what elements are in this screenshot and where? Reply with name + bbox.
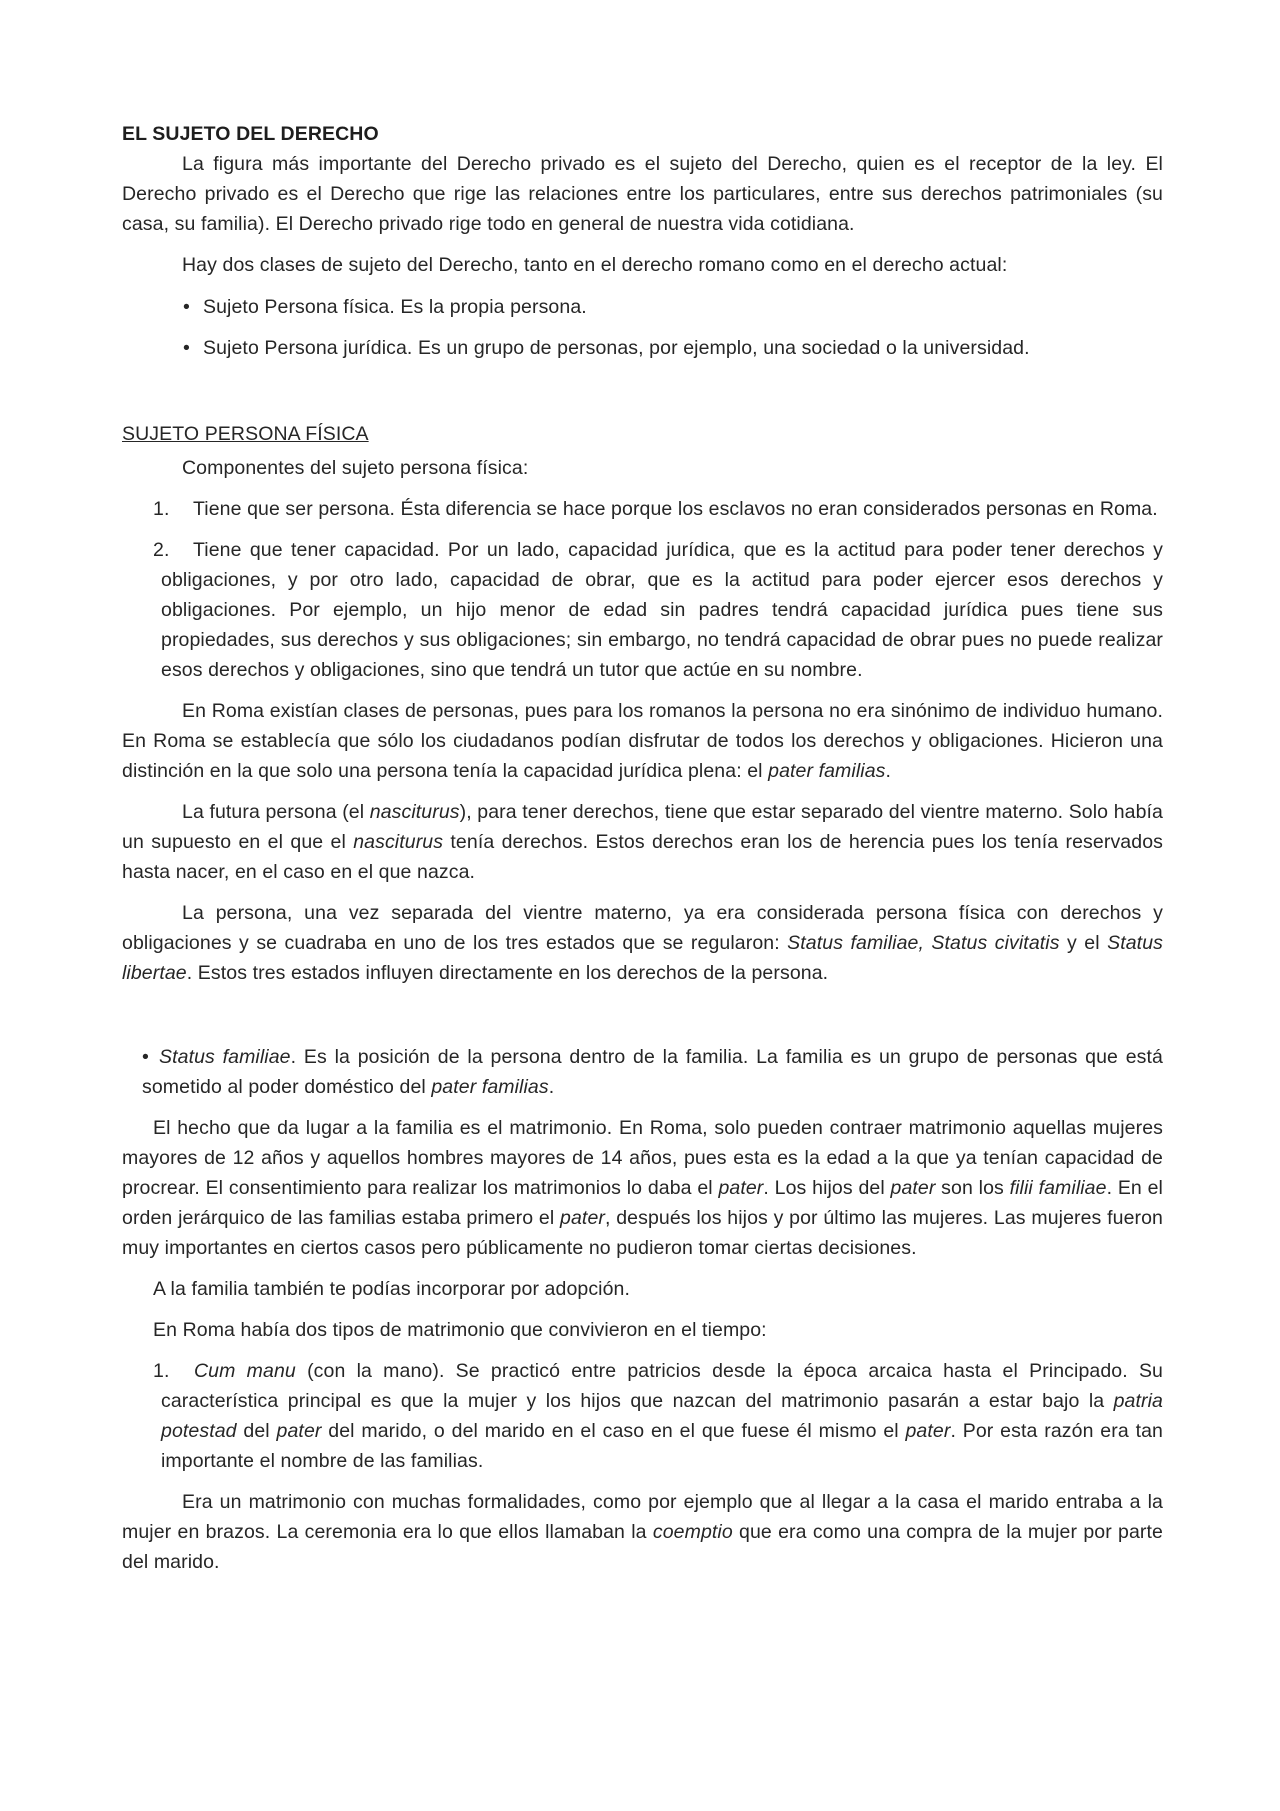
paragraph-roma-classes: En Roma existían clases de personas, pues para los romanos la persona no era sinónimo de individuo humano. En Roma se establecía que sólo los ciudadanos podían disfrutar de todos los derechos y obligaciones. Hicieron una distinción en la que solo una persona tenía la capacidad jurídica plena: el pater familias. (122, 700, 1163, 782)
paragraph-nasciturus: La futura persona (el nasciturus), para tener derechos, tiene que estar separado del vientre materno. Solo había un supuesto en el que el nasciturus tenía derechos. Estos derechos eran los de herencia pues los tenía reservados hasta nacer, en el caso en el que nazca. (122, 801, 1163, 883)
list-item: 1. Tiene que ser persona. Ésta diferencia se hace porque los esclavos no eran considerados personas en Roma. (153, 498, 1158, 520)
paragraph-coemptio: Era un matrimonio con muchas formalidades, como por ejemplo que al llegar a la casa el marido entraba a la mujer en brazos. La ceremonia era lo que ellos llamaban la coemptio que era como una compra de la mujer por parte del marido. (122, 1491, 1163, 1573)
cum-manu-item: 1. Cum manu (con la mano). Se practicó entre patricios desde la época arcaica hasta el Principado. Su característica principal es que la mujer y los hijos que nazcan del matrimonio pasarán a estar bajo la patria potestad del pater del marido, o del marido en el caso en el que fuese él mismo el pater. Por esta razón era tan importante el nombre de las familias. (153, 1360, 1163, 1472)
list-item: 2. Tiene que tener capacidad. Por un lado, capacidad jurídica, que es la actitud para poder tener derechos y obligaciones, y por otro lado, capacidad de obrar, que es la actitud para poder ejercer esos derechos y obligaciones. Por ejemplo, un hijo menor de edad sin padres tendrá capacidad jurídica pues tiene sus propiedades, sus derechos y sus obligaciones; sin embargo, no tendrá capacidad de obrar pues no puede realizar esos derechos y obligaciones, sino que tendrá un tutor que actúe en su nombre. (153, 539, 1163, 681)
paragraph-matrimonio: El hecho que da lugar a la familia es el matrimonio. En Roma, solo pueden contraer matrimonio aquellas mujeres mayores de 12 años y aquellos hombres mayores de 14 años, pues esta es la edad a la que ya tenían capacidad de procrear. El consentimiento para realizar los matrimonios lo daba el pater. Los hijos del pater son los filii familiae. En el orden jerárquico de las familias estaba primero el pater, después los hijos y por último las mujeres. Las mujeres fueron muy importantes en ciertos casos pero públicamente no pudieron tomar ciertas decisiones. (122, 1117, 1164, 1259)
bullet-icon: • (183, 337, 190, 359)
page-title: EL SUJETO DEL DERECHO (122, 123, 379, 145)
paragraph-classes: Hay dos clases de sujeto del Derecho, tanto en el derecho romano como en el derecho actual: (182, 254, 1008, 276)
list-item: • Sujeto Persona física. Es la propia persona. (122, 292, 1163, 322)
components-list (122, 494, 1163, 685)
paragraph-components: Componentes del sujeto persona física: (182, 457, 529, 479)
section-heading: SUJETO PERSONA FÍSICA (122, 423, 369, 445)
list-item: • Sujeto Persona jurídica. Es un grupo de personas, por ejemplo, una sociedad o la universidad. (122, 333, 1163, 363)
paragraph-status: La persona, una vez separada del vientre materno, ya era considerada persona física con derechos y obligaciones y se cuadraba en uno de los tres estados que se regularon: Status familiae, Status civitatis y el Status libertae. Estos tres estados influyen directamente en los derechos de la persona. (122, 902, 1163, 984)
bullet-icon: • (183, 296, 190, 318)
status-familiae-item: • Status familiae. Es la posición de la persona dentro de la familia. La familia es un grupo de personas que está sometido al poder doméstico del pater familias. (122, 1042, 1163, 1102)
paragraph-tipos: En Roma había dos tipos de matrimonio que convivieron en el tiempo: (153, 1319, 767, 1341)
paragraph-intro: La figura más importante del Derecho privado es el sujeto del Derecho, quien es el receptor de la ley. El Derecho privado es el Derecho que rige las relaciones entre los particulares, entre sus derechos patrimoniales (su casa, su familia). El Derecho privado rige todo en general de nuestra vida cotidiana. (122, 153, 1163, 235)
bullet-icon: • (142, 1046, 149, 1068)
subject-types-list (122, 292, 1163, 363)
paragraph-adopcion: A la familia también te podías incorporar por adopción. (153, 1278, 631, 1300)
